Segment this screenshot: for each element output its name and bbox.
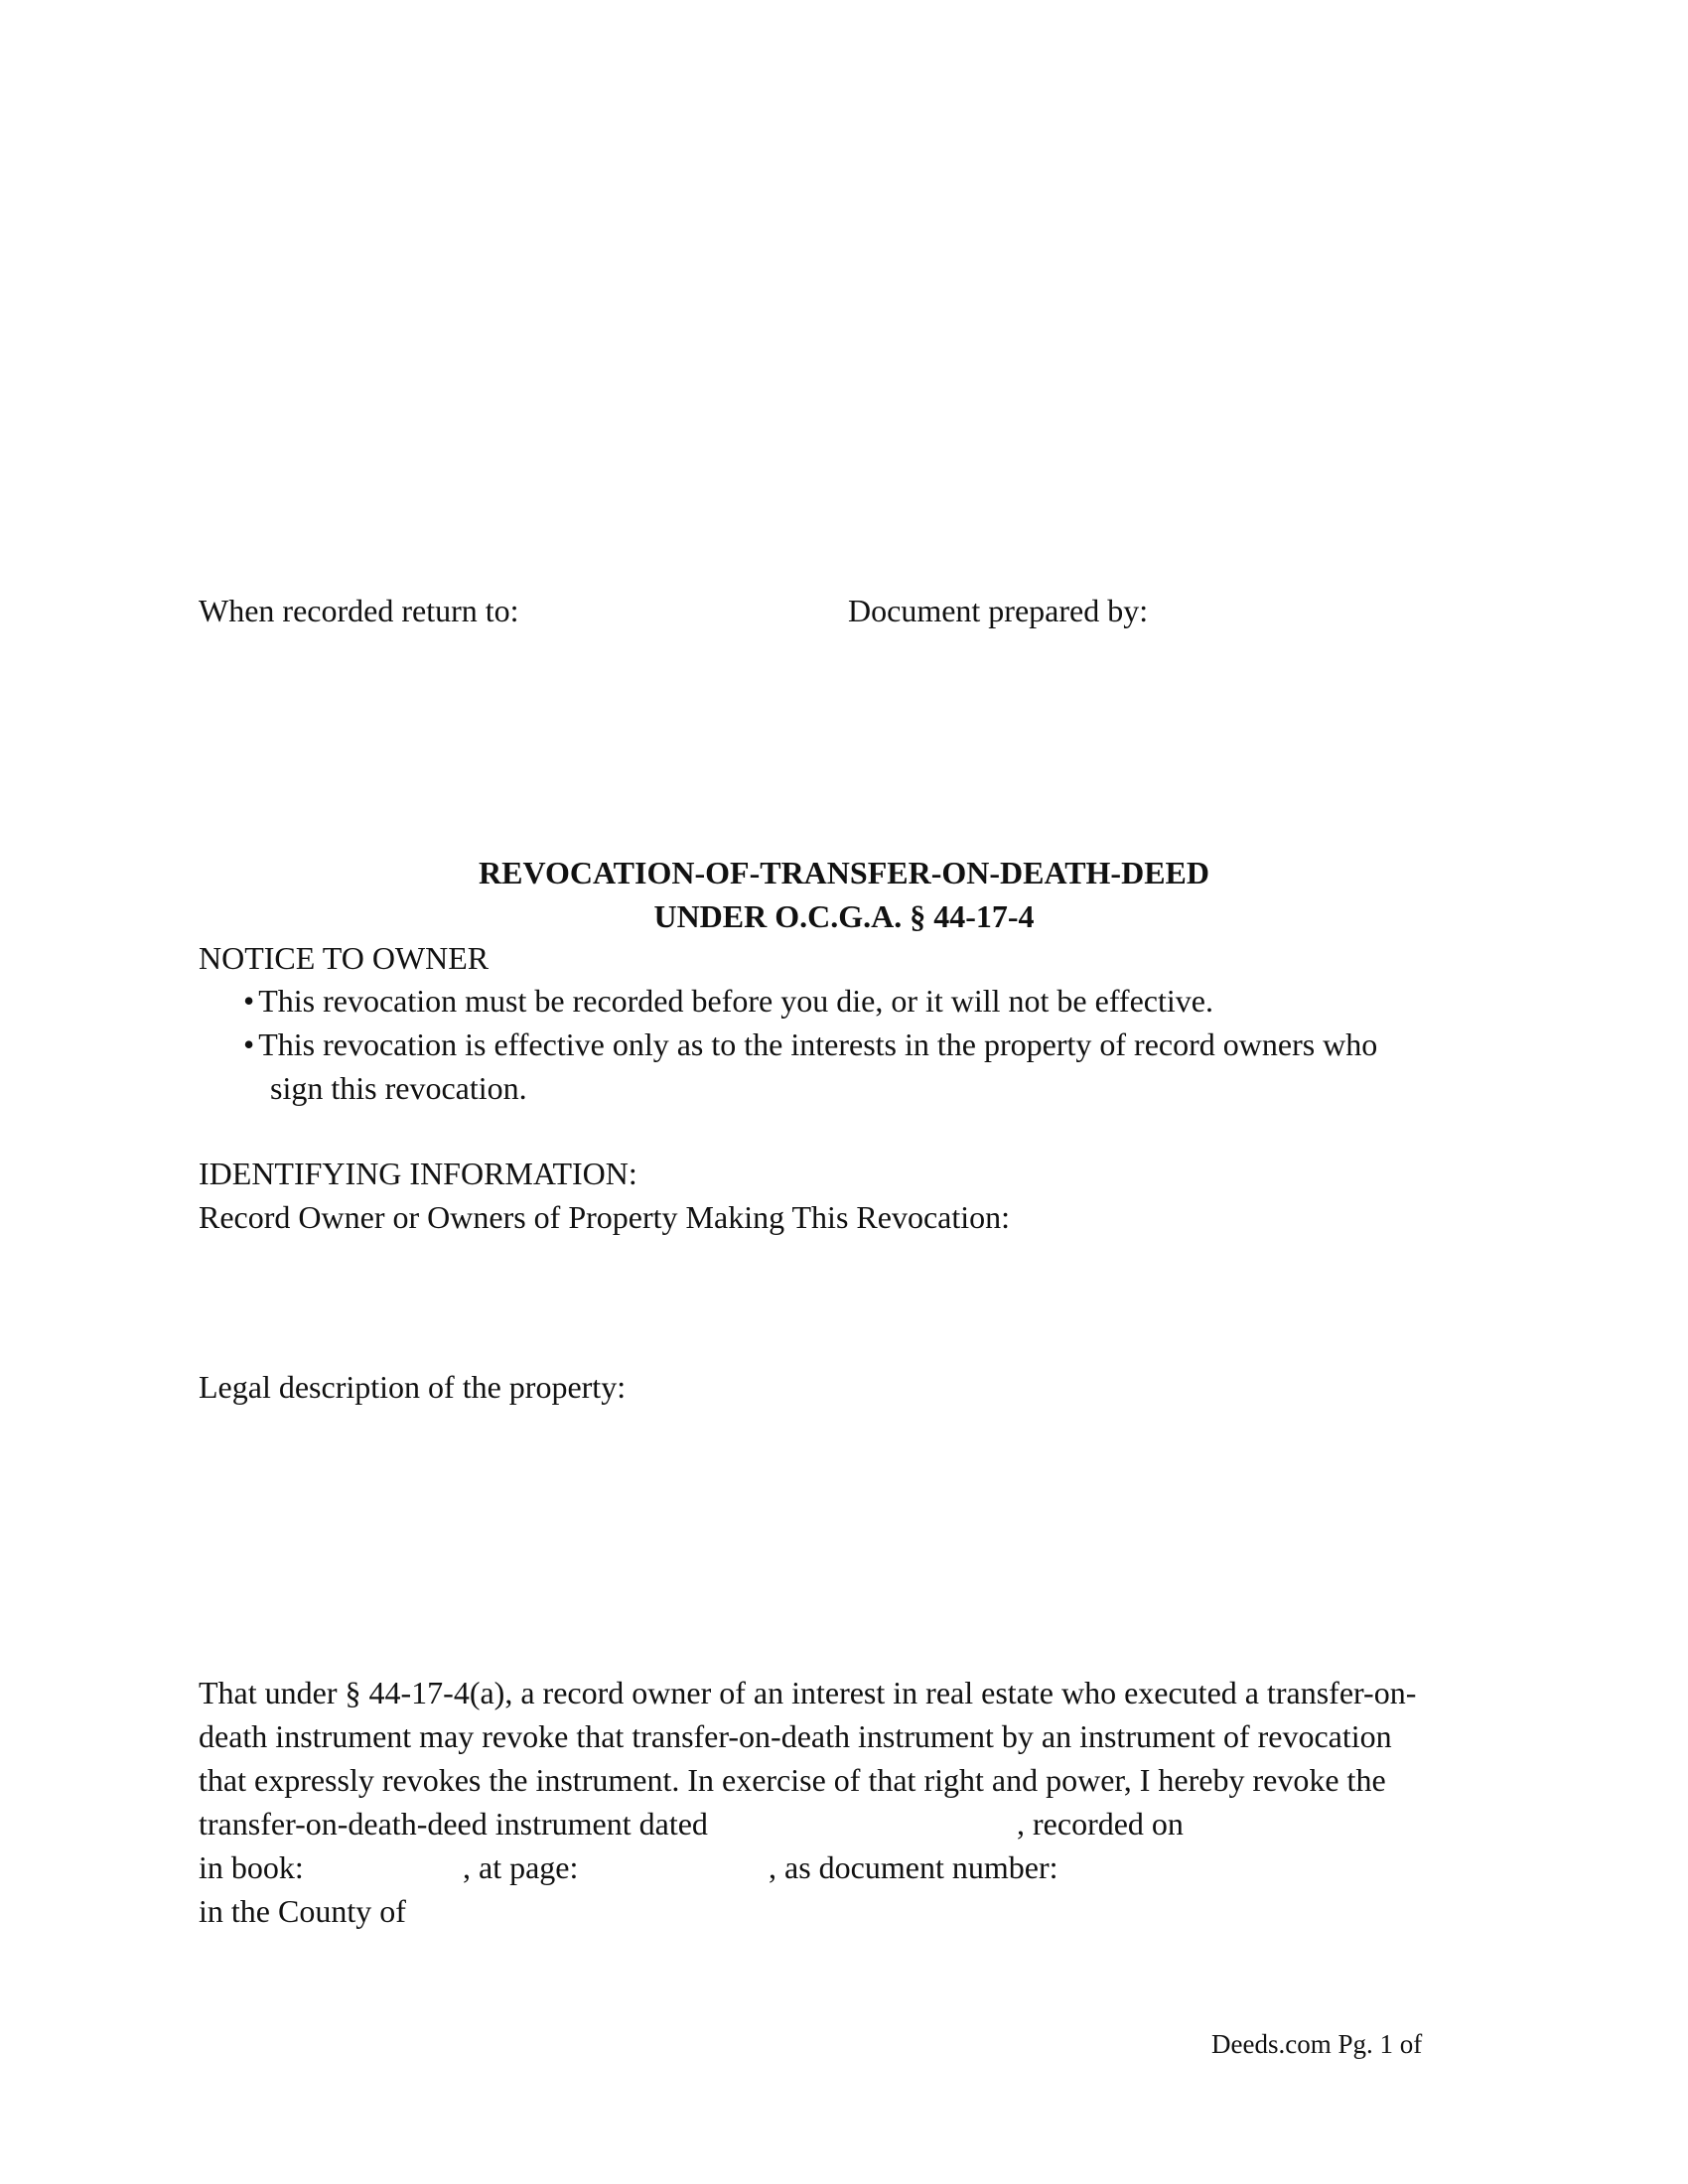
bullet-icon: • [243, 983, 255, 1019]
return-to-label: When recorded return to: [199, 593, 519, 628]
bullet-icon: • [243, 1026, 255, 1062]
notice-bullet-2-continuation: sign this revocation. [270, 1070, 527, 1106]
page-label: , at page: [463, 1849, 579, 1885]
body-line-4-end: , recorded on [1017, 1806, 1184, 1842]
notice-bullet-1 [243, 979, 1213, 1023]
book-label: in book: [199, 1849, 304, 1885]
document-title-line2: UNDER O.C.G.A. § 44-17-4 [653, 898, 1035, 934]
notice-bullet-2-text: This revocation is effective only as to the interests in the property of record owners who [258, 1026, 1378, 1062]
legal-description-label: Legal description of the property: [199, 1369, 627, 1405]
body-line-3: that expressly revokes the instrument. In exercise of that right and power, I hereby revoke the [199, 1762, 1386, 1798]
body-line-2: death instrument may revoke that transfer-on-death instrument by an instrument of revocation [199, 1718, 1392, 1754]
notice-heading: NOTICE TO OWNER [199, 940, 490, 976]
document-number-label: , as document number: [769, 1849, 1058, 1885]
body-line-1: That under § 44-17-4(a), a record owner of an interest in real estate who executed a transfer-on- [199, 1675, 1417, 1710]
page-footer: Deeds.com Pg. 1 of [1211, 2029, 1423, 2059]
notice-bullet-2 [243, 1023, 1377, 1066]
identifying-heading: IDENTIFYING INFORMATION: [199, 1156, 637, 1191]
record-owners-label: Record Owner or Owners of Property Making This Revocation: [199, 1199, 1011, 1235]
prepared-by-label: Document prepared by: [848, 593, 1149, 628]
body-line-4-start: transfer-on-death-deed instrument dated [199, 1806, 708, 1842]
notice-bullet-1-text: This revocation must be recorded before you die, or it will not be effective. [258, 983, 1213, 1019]
document-title-line1: REVOCATION-OF-TRANSFER-ON-DEATH-DEED [479, 855, 1209, 890]
county-label: in the County of [199, 1893, 406, 1929]
